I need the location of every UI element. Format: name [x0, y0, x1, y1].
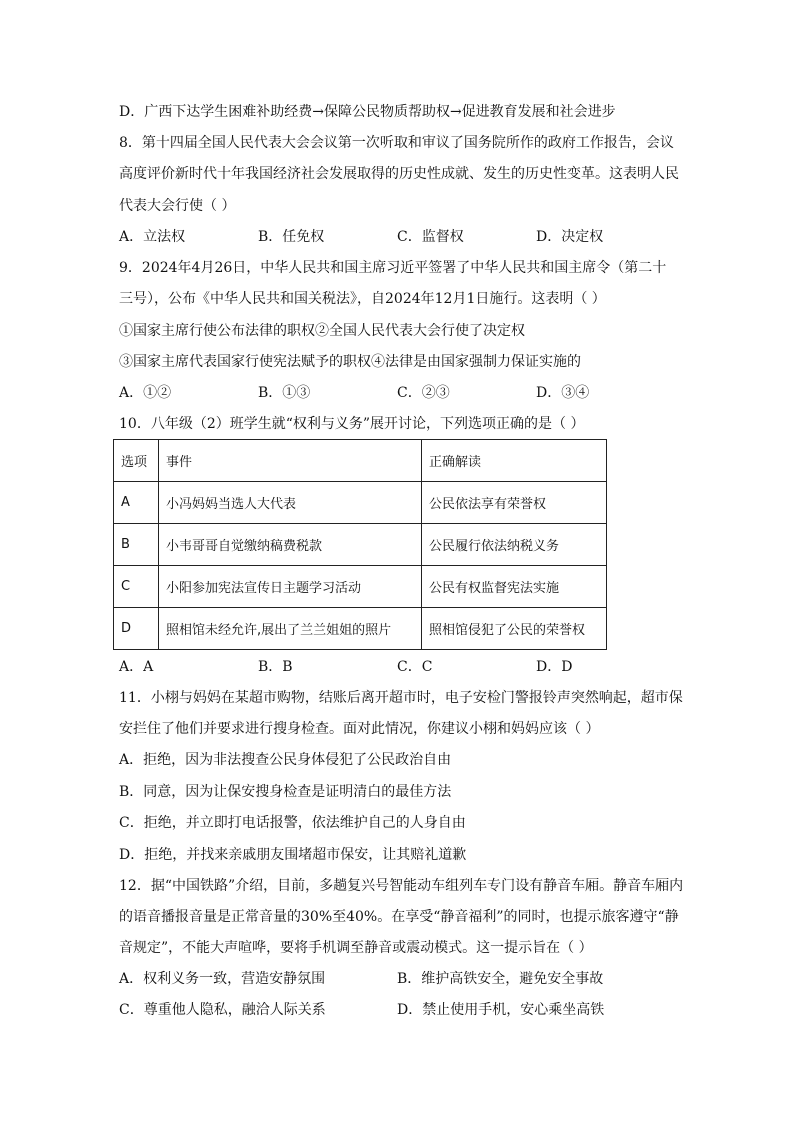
q7-option-d: D．广西下达学生困难补助经费→保障公民物质帮助权→促进教育发展和社会进步: [119, 104, 616, 120]
table-row: [114, 524, 607, 566]
q12-options-row-1: [119, 969, 679, 989]
q8-option-b[interactable]: B．任免权: [258, 229, 325, 245]
q10-stem: 10．八年级（2）班学生就“权利与义务”展开讨论，下列选项正确的是（ ）: [119, 416, 585, 432]
q11-option-b[interactable]: B．同意，因为让保安搜身检查是证明清白的最佳方法: [119, 784, 452, 800]
table-row: [114, 482, 607, 524]
table-cell: B: [114, 524, 159, 566]
q12-stem-line: 12．据“中国铁路”介绍，目前，多趟复兴号智能动车组列车专门设有静音车厢。静音车厢内: [119, 878, 684, 894]
q9-options: [119, 383, 679, 403]
q9-stem-line: 三号），公布《中华人民共和国关税法》，自2024年12月1日施行。这表明（ ）: [119, 291, 606, 307]
q12-option-d[interactable]: D．禁止使用手机，安心乘坐高铁: [397, 1002, 605, 1018]
q12-options-row-2: [119, 1000, 679, 1020]
table-header-cell: 正确解读: [422, 440, 607, 482]
q11-stem-line: 安拦住了他们并要求进行搜身检查。面对此情况，你建议小栩和妈妈应该（ ）: [119, 721, 600, 737]
q8-option-a[interactable]: A．立法权: [119, 229, 186, 245]
q11-option-c[interactable]: C．拒绝，并立即打电话报警，依法维护自己的人身自由: [119, 815, 466, 831]
q10-table: [113, 439, 607, 650]
q11-stem-line: 11．小栩与妈妈在某超市购物，结账后离开超市时，电子安检门警报铃声突然响起，超市保: [119, 690, 683, 706]
q8-options: [119, 227, 679, 247]
table-cell: 小韦哥哥自觉缴纳稿费税款: [159, 524, 422, 566]
q10-options: [119, 657, 679, 677]
q9-statement: ③国家主席代表国家行使宪法赋予的职权④法律是由国家强制力保证实施的: [119, 354, 581, 370]
q8-stem-line: 8．第十四届全国人民代表大会会议第一次听取和审议了国务院所作的政府工作报告，会议: [119, 135, 674, 151]
q9-option-d[interactable]: D．③④: [536, 385, 590, 401]
q9-statement: ①国家主席行使公布法律的职权②全国人民代表大会行使了决定权: [119, 323, 525, 339]
q12-stem-line: 音规定”，不能大声喧哗，要将手机调至静音或震动模式。这一提示旨在（ ）: [119, 940, 593, 956]
q10-option-d[interactable]: D．D: [536, 659, 573, 675]
table-cell: 公民履行依法纳税义务: [422, 524, 607, 566]
table-cell: A: [114, 482, 159, 524]
q8-option-c[interactable]: C．监督权: [397, 229, 464, 245]
table-row: [114, 566, 607, 608]
table-cell: 照相馆侵犯了公民的荣誉权: [422, 608, 607, 650]
q12-option-a[interactable]: A．权利义务一致，营造安静氛围: [119, 971, 326, 987]
q9-option-c[interactable]: C．②③: [397, 385, 450, 401]
q10-option-a[interactable]: A．A: [119, 659, 154, 675]
table-header-row: [114, 440, 607, 482]
q9-option-b[interactable]: B．①③: [258, 385, 311, 401]
q12-stem-line: 的语音播报音量是正常音量的30%至40%。在享受“静音福利”的同时，也提示旅客遵守“静: [119, 909, 679, 925]
table-cell: 照相馆未经允许,展出了兰兰姐姐的照片: [159, 608, 422, 650]
q12-option-b[interactable]: B．维护高铁安全，避免安全事故: [397, 971, 604, 987]
q11-option-a[interactable]: A．拒绝，因为非法搜查公民身体侵犯了公民政治自由: [119, 752, 452, 768]
table-cell: 小阳参加宪法宣传日主题学习活动: [159, 566, 422, 608]
q9-stem-line: 9．2024年4月26日，中华人民共和国主席习近平签署了中华人民共和国主席令（第二十: [119, 260, 667, 276]
table-header-cell: 事件: [159, 440, 422, 482]
q9-option-a[interactable]: A．①②: [119, 385, 172, 401]
table-row: [114, 608, 607, 650]
q8-option-d[interactable]: D．决定权: [536, 229, 604, 245]
table-cell: 公民依法享有荣誉权: [422, 482, 607, 524]
table-cell: C: [114, 566, 159, 608]
q12-option-c[interactable]: C．尊重他人隐私，融洽人际关系: [119, 1002, 326, 1018]
table-cell: 小冯妈妈当选人大代表: [159, 482, 422, 524]
q10-option-c[interactable]: C．C: [397, 659, 433, 675]
q8-stem-line: 高度评价新时代十年我国经济社会发展取得的历史性成就、发生的历史性变革。这表明人民: [119, 166, 679, 182]
table-cell: 公民有权监督宪法实施: [422, 566, 607, 608]
q10-option-b[interactable]: B．B: [258, 659, 293, 675]
table-header-cell: 选项: [114, 440, 159, 482]
table-cell: D: [114, 608, 159, 650]
q11-option-d[interactable]: D．拒绝，并找来亲戚朋友围堵超市保安，让其赔礼道歉: [119, 847, 467, 863]
q8-stem-line: 代表大会行使（ ）: [119, 198, 236, 214]
